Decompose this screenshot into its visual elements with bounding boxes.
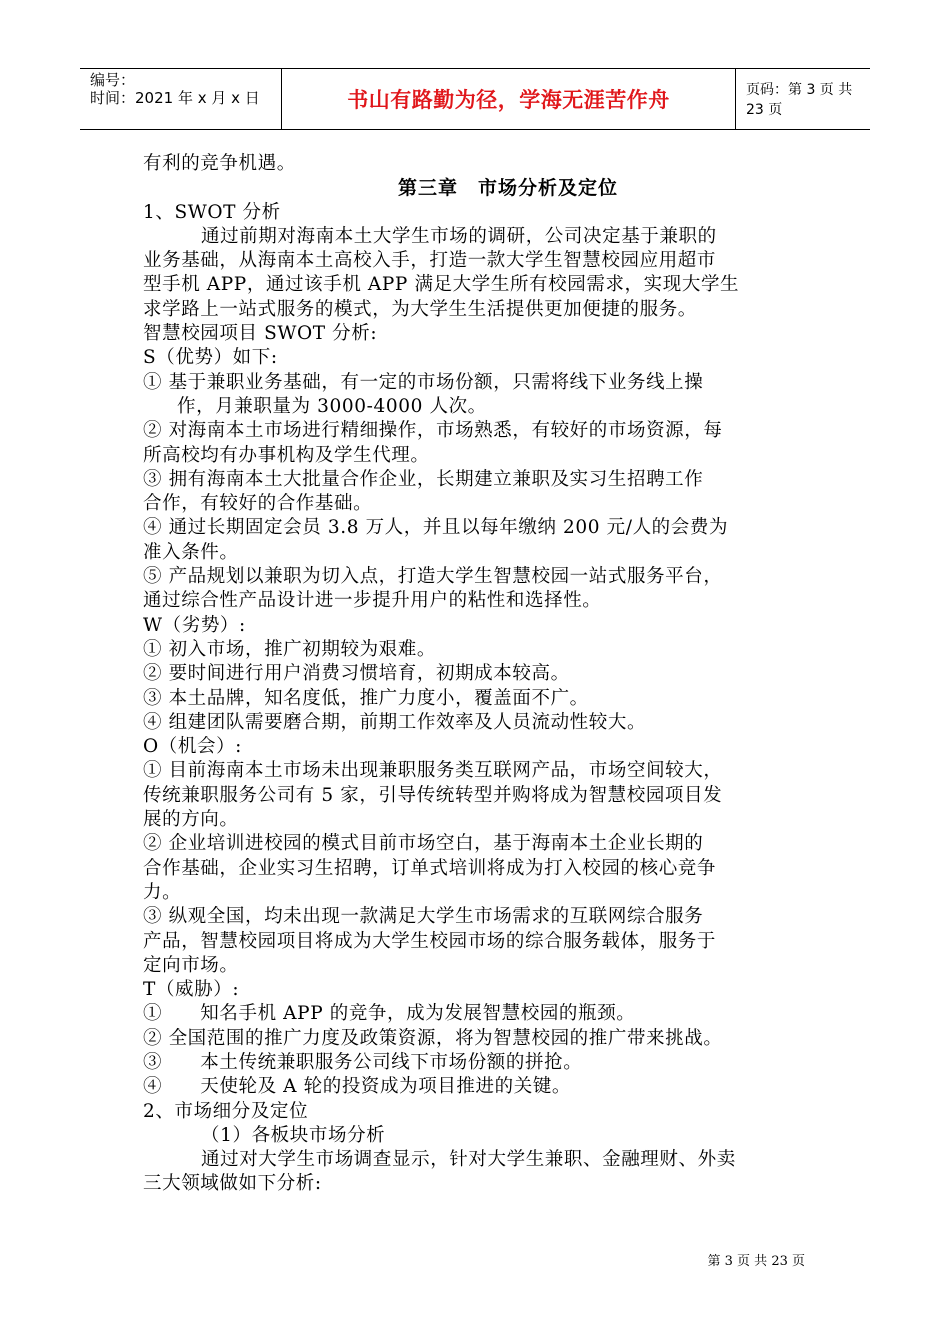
list-item: ① 基于兼职业务基础，有一定的市场份额，只需将线下业务线上操 — [143, 371, 704, 393]
subsection-heading: （1）各板块市场分析 — [201, 1124, 386, 1146]
body-line: 智慧校园项目 SWOT 分析: — [143, 323, 378, 345]
header-page-cell — [736, 69, 870, 129]
list-item-continuation: 合作基础，企业实习生招聘，订单式培训将成为打入校园的核心竞争 — [143, 857, 717, 879]
list-item-continuation: 产品，智慧校园项目将成为大学生校园市场的综合服务载体，服务于 — [143, 930, 717, 952]
body-line: 求学路上一站式服务的模式，为大学生生活提供更加便捷的服务。 — [143, 298, 697, 320]
list-item: ④ 通过长期固定会员 3.8 万人，并且以每年缴纳 200 元/人的会费为 — [143, 517, 729, 539]
footer-page-number: 第 3 页 共 23 页 — [707, 1254, 805, 1269]
list-item-continuation: 所高校均有办事机构及学生代理。 — [143, 444, 430, 466]
header-page-info: 页码：第 3 页 共 23 页 — [746, 82, 853, 118]
list-item: ② 对海南本土市场进行精细操作，市场熟悉，有较好的市场资源，每 — [143, 420, 723, 442]
list-item: ④ 天使轮及 A 轮的投资成为项目推进的关键。 — [143, 1076, 572, 1098]
body-line: 型手机 APP，通过该手机 APP 满足大学生所有校园需求，实现大学生 — [143, 274, 740, 296]
header-motto: 书山有路勤为径，学海无涯苦作舟 — [347, 88, 670, 112]
document-body — [143, 152, 823, 1197]
subsection-heading: W（劣势）: — [143, 614, 246, 636]
list-item-continuation: 展的方向。 — [143, 809, 239, 831]
list-item: ④ 组建团队需要磨合期，前期工作效率及人员流动性较大。 — [143, 711, 647, 733]
body-line: 通过对大学生市场调查显示，针对大学生兼职、金融理财、外卖 — [201, 1149, 736, 1171]
section-heading: 2、市场细分及定位 — [143, 1100, 309, 1122]
list-item: ③ 本土传统兼职服务公司线下市场份额的拼抢。 — [143, 1051, 583, 1073]
list-item: ⑤ 产品规划以兼职为切入点，打造大学生智慧校园一站式服务平台， — [143, 566, 723, 588]
list-item: ① 目前海南本土市场未出现兼职服务类互联网产品，市场空间较大， — [143, 760, 723, 782]
header-motto-cell — [282, 69, 736, 129]
list-item-continuation: 通过综合性产品设计进一步提升用户的粘性和选择性。 — [143, 590, 602, 612]
list-item-continuation: 传统兼职服务公司有 5 家，引导传统转型并购将成为智慧校园项目发 — [143, 784, 723, 806]
list-item-continuation: 作，月兼职量为 3000-4000 人次。 — [177, 395, 487, 417]
list-item-continuation: 定向市场。 — [143, 954, 239, 976]
body-line: 有利的竞争机遇。 — [143, 153, 296, 174]
list-item: ① 初入市场，推广初期较为艰难。 — [143, 638, 436, 660]
body-line: 通过前期对海南本土大学生市场的调研，公司决定基于兼职的 — [201, 225, 717, 247]
list-item: ③ 纵观全国，均未出现一款满足大学生市场需求的互联网综合服务 — [143, 906, 704, 928]
list-item: ② 企业培训进校园的模式目前市场空白，基于海南本土企业长期的 — [143, 833, 704, 855]
subsection-heading: T（威胁）: — [143, 979, 240, 1001]
list-item-continuation: 合作，有较好的合作基础。 — [143, 493, 373, 515]
list-item-continuation: 准入条件。 — [143, 541, 239, 563]
subsection-heading: O（机会）: — [143, 736, 242, 758]
section-heading: 1、SWOT 分析 — [143, 201, 281, 223]
list-item-continuation: 力。 — [143, 881, 182, 903]
list-item: ③ 本土品牌，知名度低，推广力度小，覆盖面不广。 — [143, 687, 589, 709]
body-line: 业务基础，从海南本土高校入手，打造一款大学生智慧校园应用超市 — [143, 250, 717, 272]
subsection-heading: S（优势）如下: — [143, 347, 278, 369]
document-number-label: 编号： — [90, 71, 136, 89]
chapter-title: 第三章 市场分析及定位 — [397, 177, 618, 200]
header-meta-cell — [80, 69, 282, 129]
list-item: ① 知名手机 APP 的竞争，成为发展智慧校园的瓶颈。 — [143, 1003, 636, 1025]
header-table — [80, 68, 870, 130]
list-item: ② 全国范围的推广力度及政策资源，将为智慧校园的推广带来挑战。 — [143, 1027, 723, 1049]
list-item: ③ 拥有海南本土大批量合作企业，长期建立兼职及实习生招聘工作 — [143, 468, 704, 490]
body-line: 三大领域做如下分析: — [143, 1173, 322, 1195]
list-item: ② 要时间进行用户消费习惯培育，初期成本较高。 — [143, 663, 570, 685]
document-date: 时间：2021 年 x 月 x 日 — [90, 89, 260, 107]
